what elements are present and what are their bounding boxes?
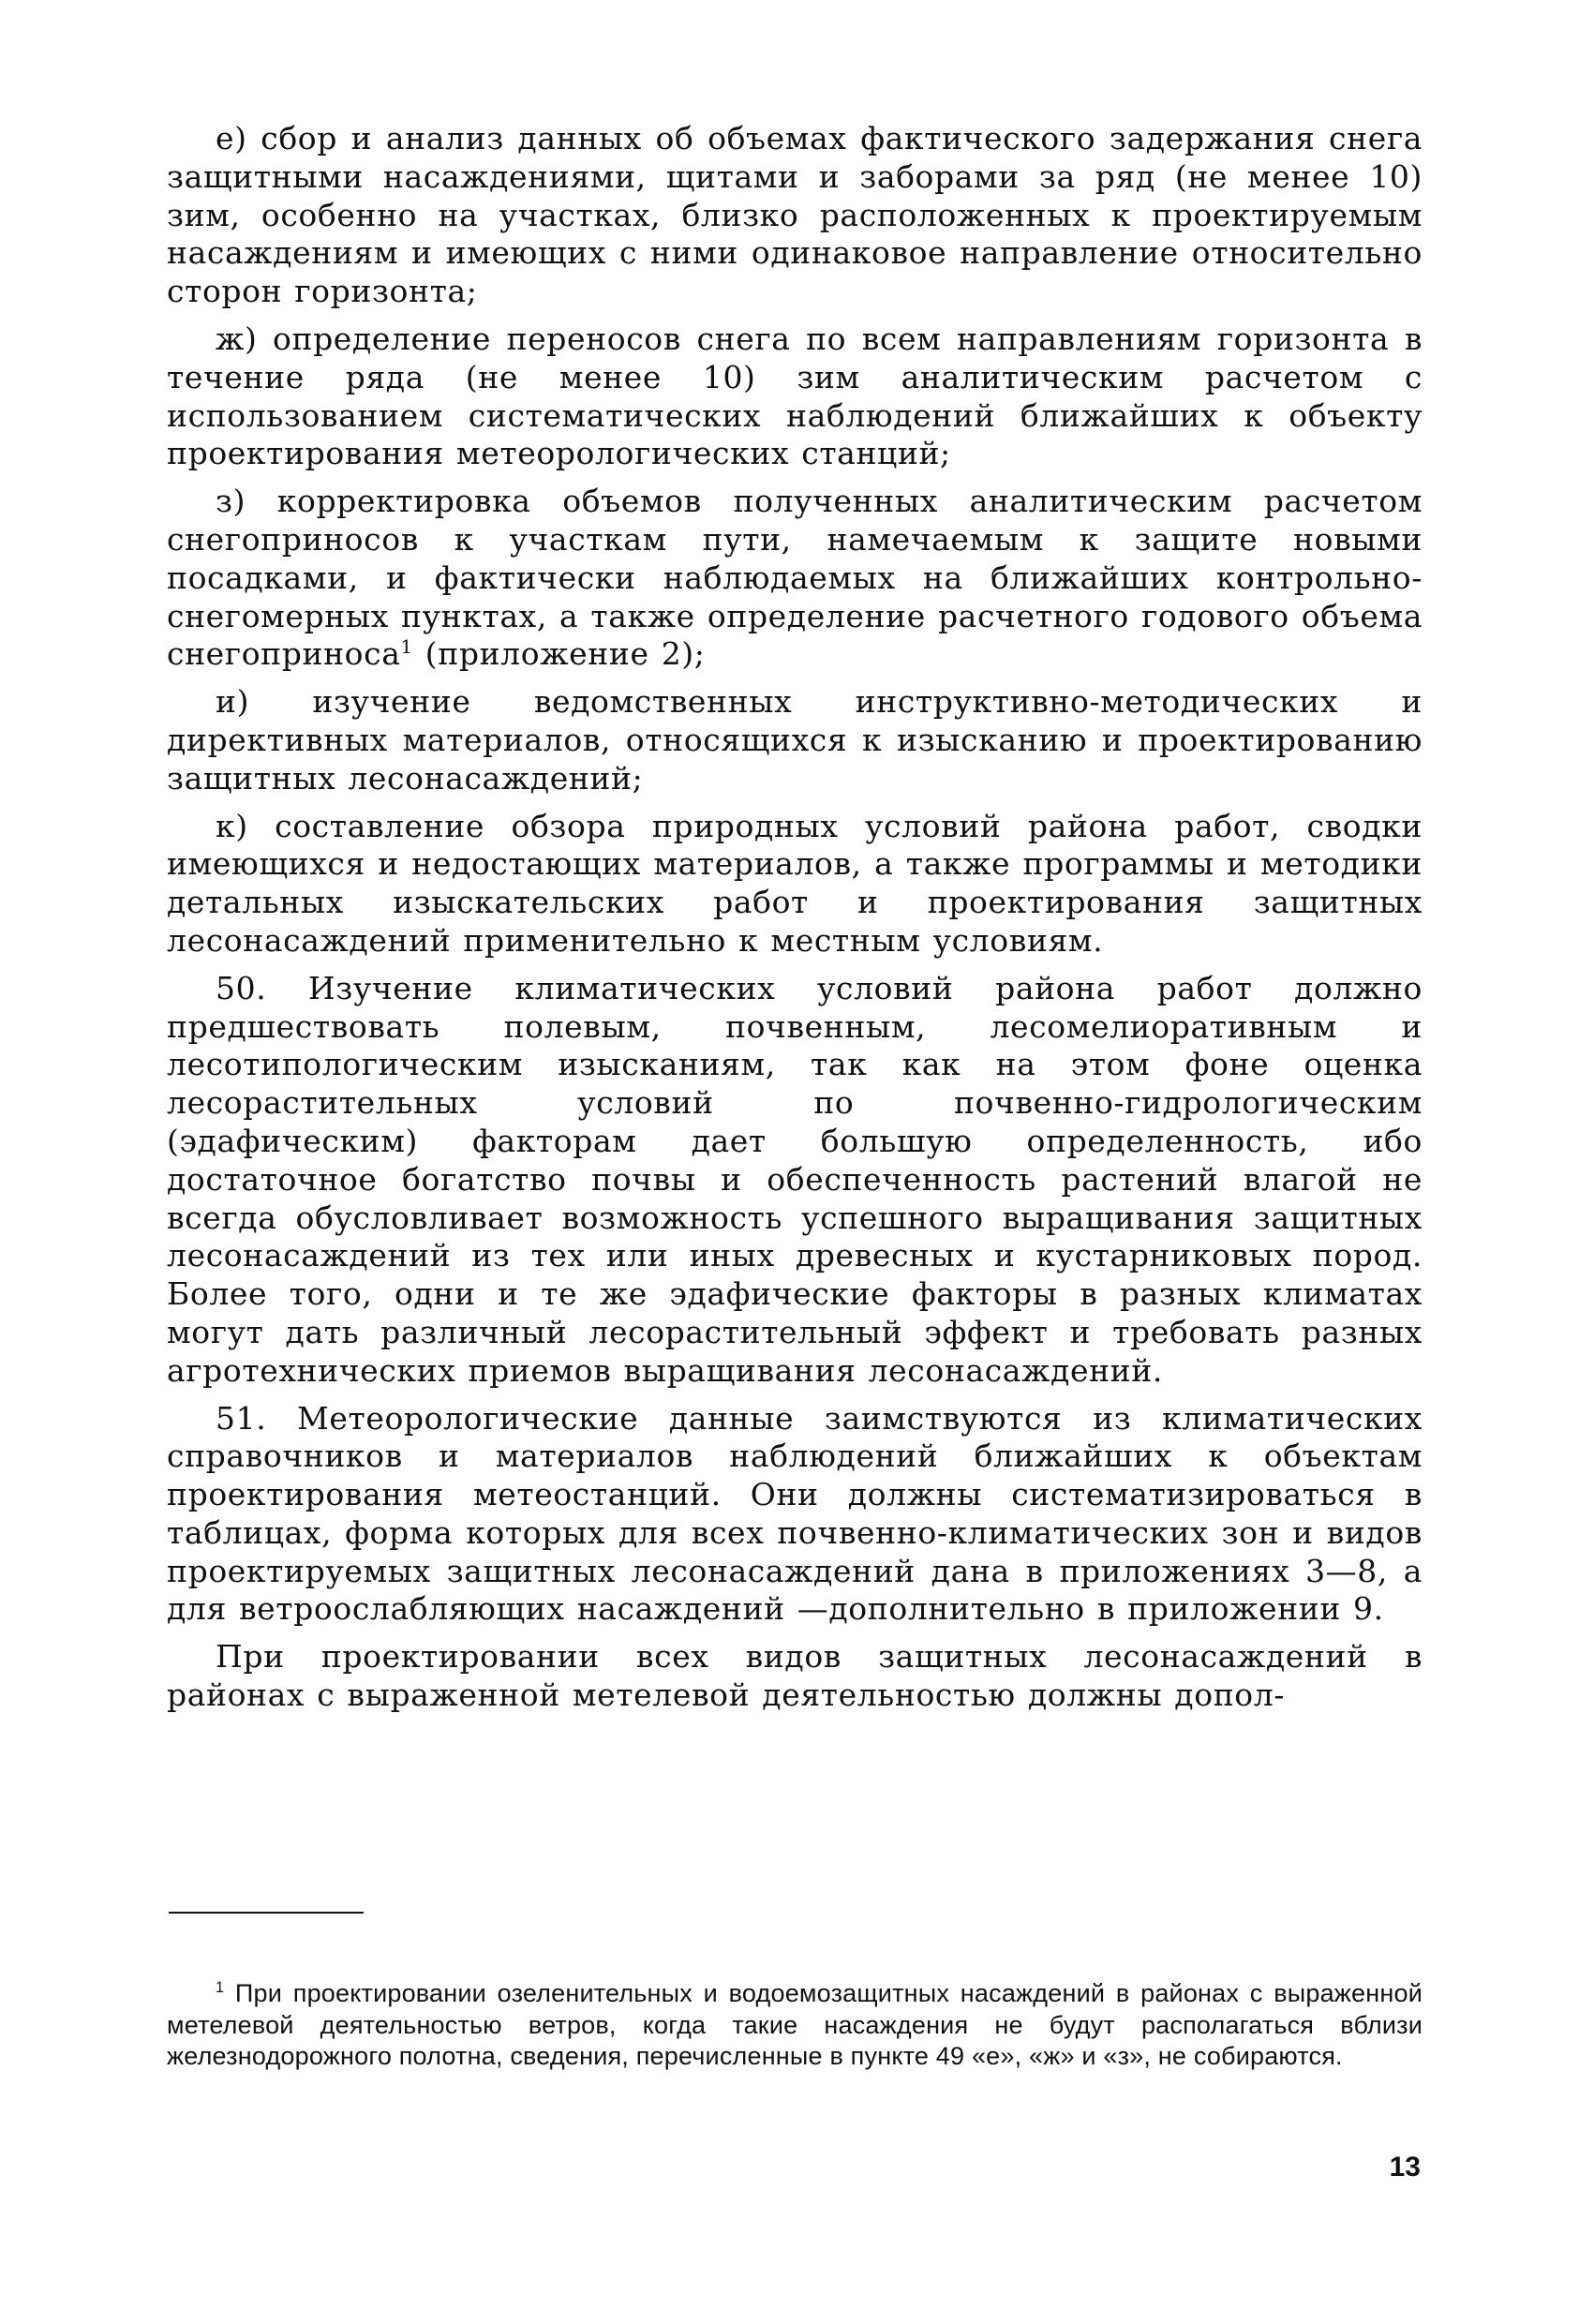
paragraph-49z xyxy=(167,483,1423,674)
footnote-marker: 1 xyxy=(216,1979,225,1996)
footnote xyxy=(167,1978,1423,2073)
main-text xyxy=(167,120,1423,1724)
paragraph-continuation: При проектировании всех видов защитных лесонасаждений в районах с выраженной метелевой деятельностью должны допол- xyxy=(167,1638,1423,1714)
paragraph-49i: и) изучение ведомственных инструктивно-методических и директивных материалов, относящихся к изысканию и проектированию защитных лесонасаждений; xyxy=(167,683,1423,797)
paragraph-49z-text: з) корректировка объемов полученных аналитическим расчетом снегоприносов к участкам пути, намечаемым к защите новыми посадками, и фактически наблюдаемых на ближайших контрольно-снегомерных пунктах, а также определение расчетного годового объема снегоприноса xyxy=(167,483,1423,673)
footnote-text: При проектировании озеленительных и водоемозащитных насаждений в районах с выраженной метелевой деятельностью ветров, когда такие насаждения не будут располагаться вблизи железнодорожного полотна, сведения, перечисленные в пункте 49 «е», «ж» и «з», не собираются. xyxy=(167,1979,1423,2070)
footnote-divider xyxy=(169,1912,364,1914)
paragraph-49e: е) сбор и анализ данных об объемах фактического задержания снега защитными насаждениями, щитами и заборами за ряд (не менее 10) зим, особенно на участках, близко расположенных к проектируемым насаждениям и имеющих с ними одинаковое направление относительно сторон горизонта; xyxy=(167,120,1423,310)
paragraph-51: 51. Метеорологические данные заимствуются из климатических справочников и материалов наблюдений ближайших к объектам проектирования метеостанций. Они должны систематизироваться в таблицах, форма которых для всех почвенно-климатических зон и видов проектируемых защитных лесонасаждений дана в приложениях 3—8, а для ветроослабляющих насаждений —дополнительно в приложении 9. xyxy=(167,1399,1423,1628)
paragraph-50: 50. Изучение климатических условий района работ должно предшествовать полевым, почвенным, лесомелиоративным и лесотипологическим изысканиям, так как на этом фоне оценка лесорастительных условий по почвенно-гидрологическим (эдафическим) факторам дает большую определенность, ибо достаточное богатство почвы и обеспеченность растений влагой не всегда обусловливает возможность успешного выращивания защитных лесонасаждений из тех или иных древесных и кустарниковых пород. Более того, одни и те же эдафические факторы в разных климатах могут дать различный лесорастительный эффект и требовать разных агротехнических приемов выращивания лесонасаждений. xyxy=(167,969,1423,1389)
paragraph-49zh: ж) определение переносов снега по всем направлениям горизонта в течение ряда (не менее 10) зим аналитическим расчетом с использованием систематических наблюдений ближайших к объекту проектирования метеорологических станций; xyxy=(167,320,1423,472)
paragraph-49z-tail: (приложение 2); xyxy=(412,635,706,673)
footnote-reference: 1 xyxy=(400,636,413,659)
paragraph-49k: к) составление обзора природных условий района работ, сводки имеющихся и недостающих материалов, а также программы и методики детальных изыскательских работ и проектирования защитных лесонасаждений применительно к местным условиям. xyxy=(167,807,1423,959)
page-number: 13 xyxy=(1389,2152,1421,2182)
